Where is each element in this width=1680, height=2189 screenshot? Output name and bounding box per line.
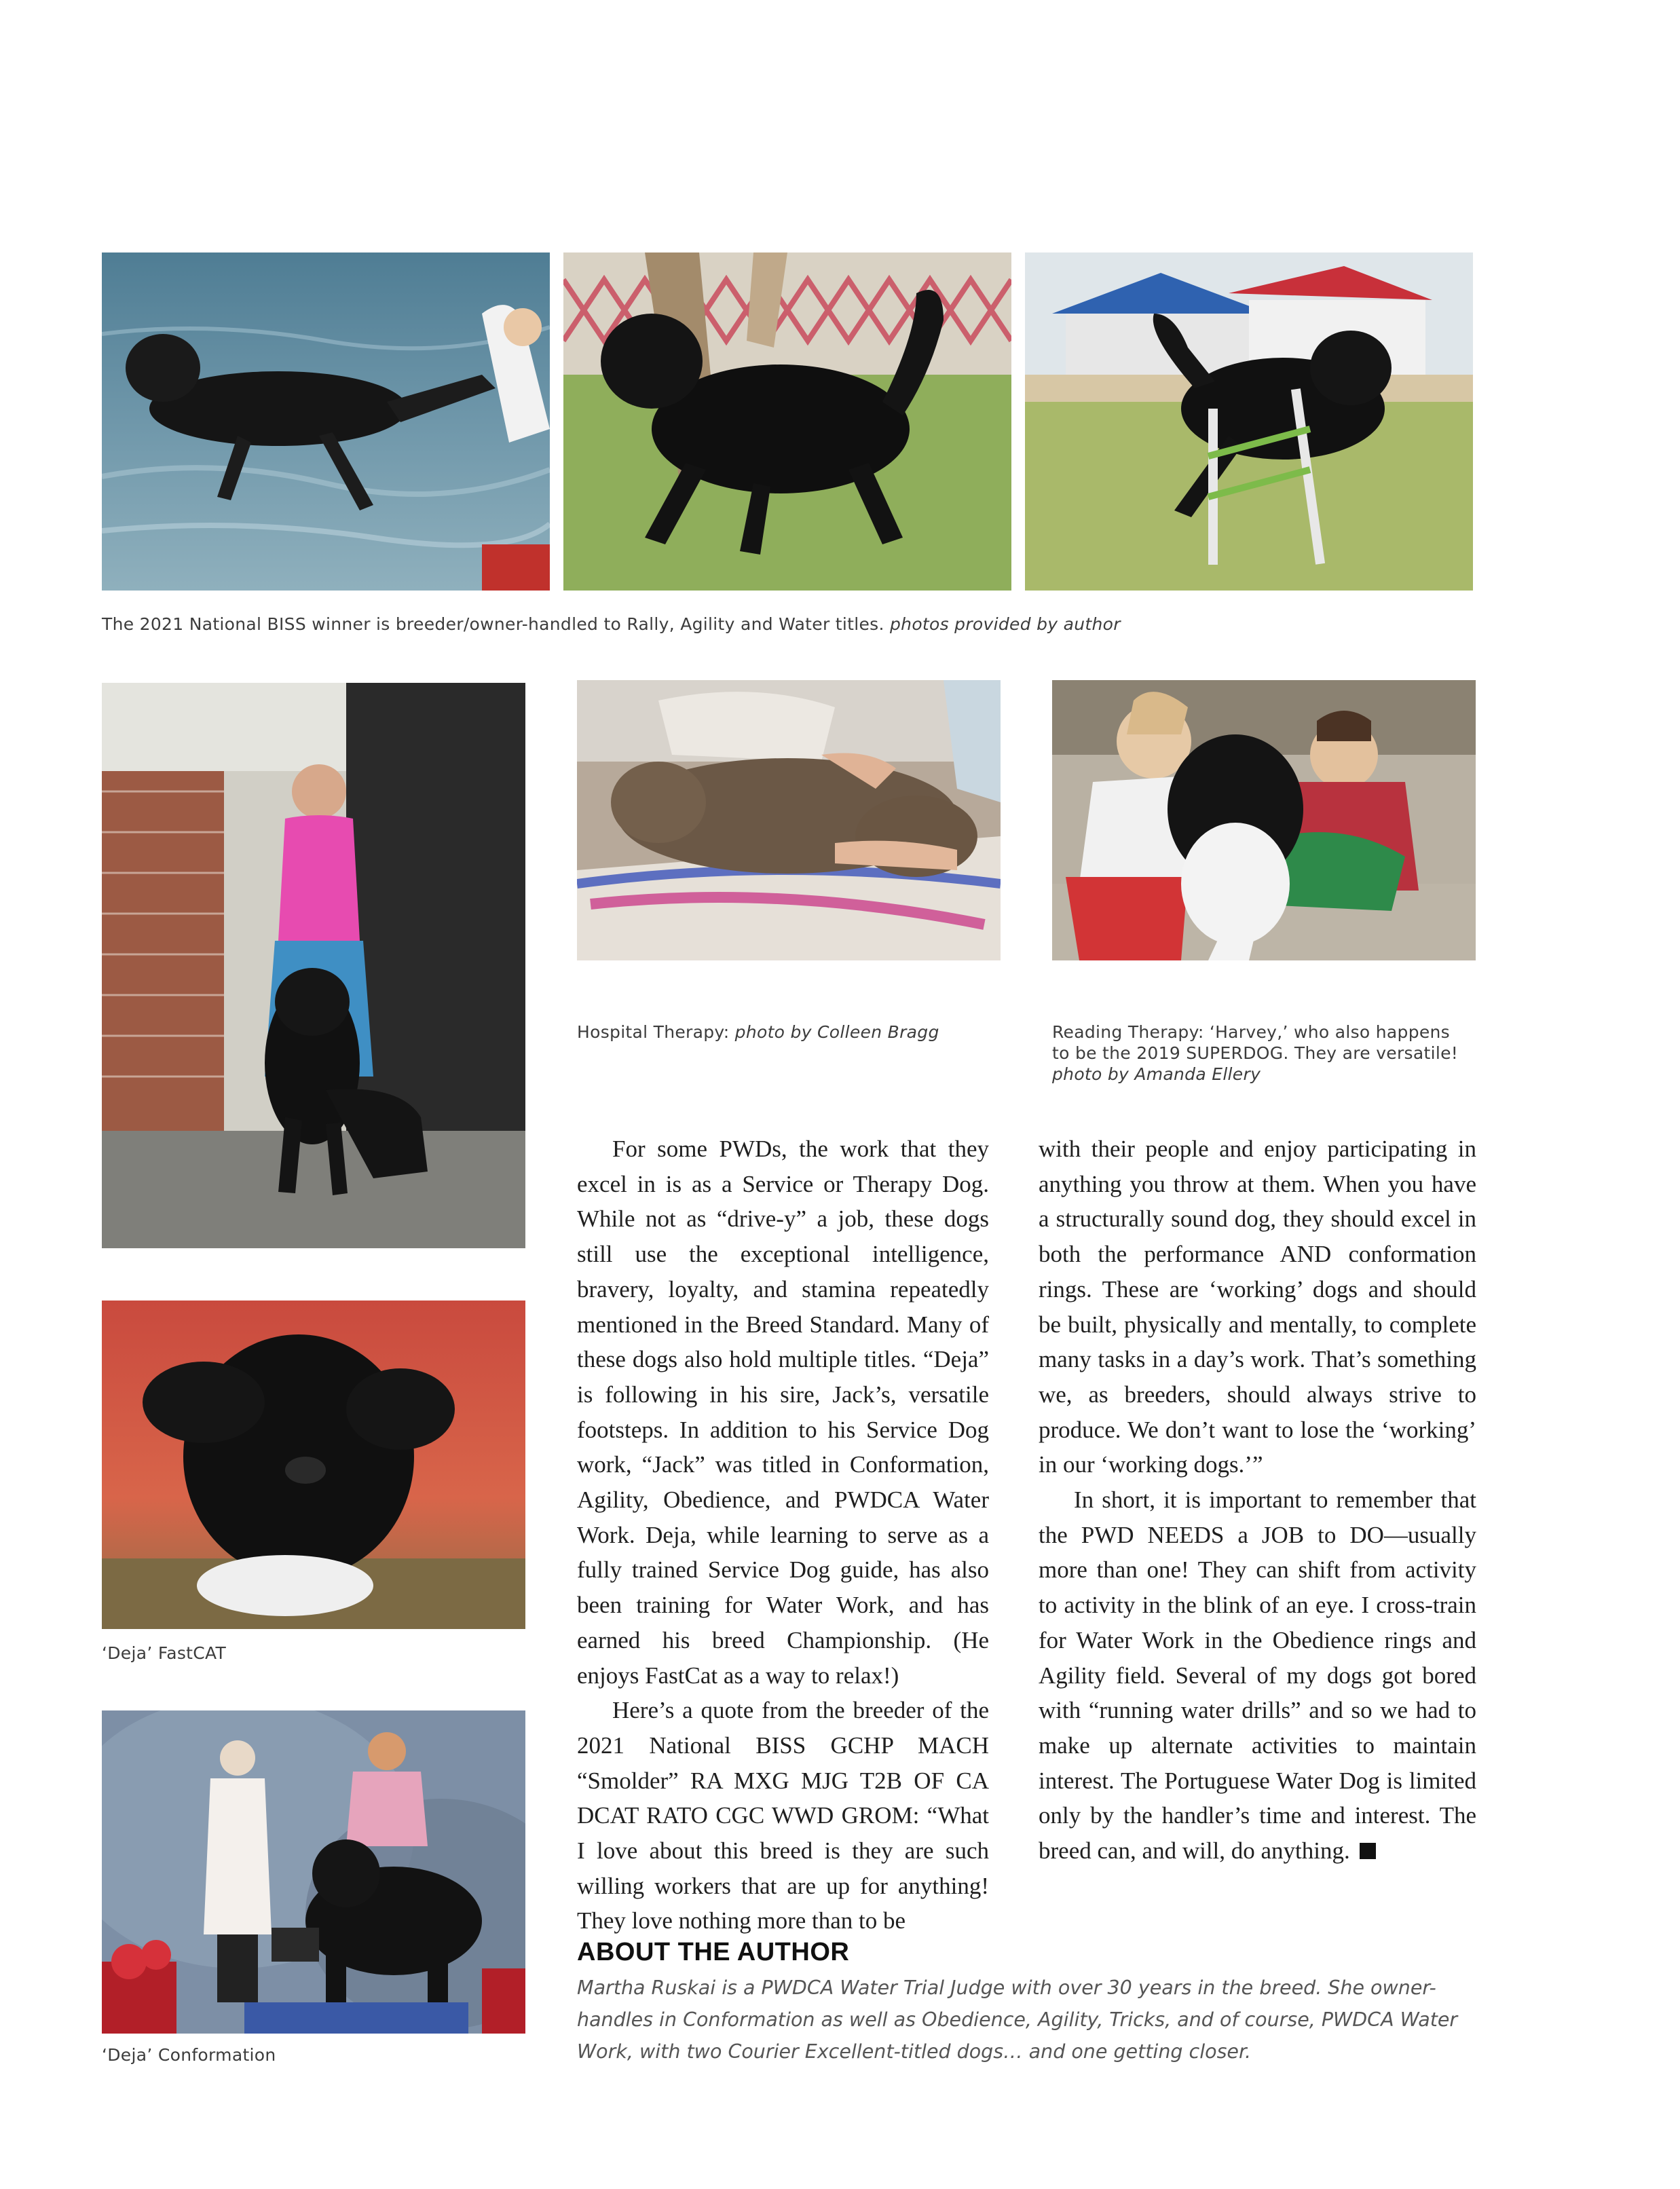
photo-water-jump bbox=[102, 252, 550, 591]
reading-caption bbox=[1052, 1022, 1487, 1085]
reading-caption-credit bbox=[1052, 1064, 1487, 1085]
hospital-caption-label: Hospital Therapy: bbox=[577, 1022, 730, 1042]
reading-caption-credit-text: photo by Amanda Ellery bbox=[1052, 1064, 1261, 1084]
article-paragraph: For some PWDs, the work that they excel in is as a Service or Therapy Dog. While not as “drive-y” a job, these dogs still use the exceptional intelligence, bravery, loyalty, and stamina repeatedly mentioned in the Breed Standard. Many of these dogs also hold multiple titles. “Deja” is following in his sire, Jack’s, versatile footsteps. In addition to his Service Dog work, “Jack” was titled in Conformation, Agility, Obedience, and PWDCA Water Work. Deja, while learning to serve as a fully trained Service Dog guide, has also been training for Water Work, and has earned his breed Championship. (He enjoys FastCat as a way to relax!) bbox=[577, 1136, 989, 1689]
photo-rally-trot bbox=[563, 252, 1011, 591]
end-mark-icon bbox=[1360, 1843, 1376, 1859]
reading-caption-line2: to be the 2019 SUPERDOG. They are versatile! bbox=[1052, 1043, 1459, 1063]
conformation-caption: ‘Deja’ Conformation bbox=[102, 2045, 276, 2065]
about-author-text: Martha Ruskai is a PWDCA Water Trial Judge with over 30 years in the breed. She owner-handles in Conformation as well as Obedience, Agility, Tricks, and of course, PWDCA Water Work, with two Courier Excellent-titled dogs… and one getting closer. bbox=[577, 1977, 1458, 2063]
photo-conformation bbox=[102, 1710, 525, 2034]
top-row-caption-credit: photos provided by author bbox=[890, 614, 1121, 634]
photo-hospital-therapy bbox=[577, 680, 1001, 960]
fastcat-caption: ‘Deja’ FastCAT bbox=[102, 1643, 227, 1663]
photo-reading-therapy bbox=[1052, 680, 1476, 960]
article-paragraph: with their people and enjoy participating in anything you throw at them. When you have a structurally sound dog, they should excel in both the performance AND conformation rings. These are ‘working’ dogs and should be built, physically and mentally, to complete many tasks in a day’s work. That’s something we, as breeders, should always strive to produce. We don’t want to lose the ‘working’ in our ‘working dogs.’” bbox=[1039, 1136, 1476, 1478]
article-column-left bbox=[577, 1131, 989, 1939]
top-row-caption-text: The 2021 National BISS winner is breeder/owner-handled to Rally, Agility and Water titles. bbox=[102, 614, 884, 634]
hospital-caption bbox=[577, 1022, 939, 1043]
photo-fastcat bbox=[102, 1301, 525, 1629]
article-paragraph: Here’s a quote from the breeder of the 2021 National BISS GCHP MACH “Smolder” RA MXG MJG T2B OF CA DCAT RATO CGC WWD GROM: “What I love about this breed is they are such willing workers that are up for anything! They love nothing more than to be bbox=[577, 1697, 989, 1934]
article-paragraph-final bbox=[1039, 1482, 1476, 1869]
photo-owner-with-dog bbox=[102, 683, 525, 1248]
reading-caption-line1: Reading Therapy: ‘Harvey,’ who also happens bbox=[1052, 1022, 1451, 1042]
hospital-caption-credit: photo by Colleen Bragg bbox=[734, 1022, 939, 1042]
top-row-caption bbox=[102, 614, 1392, 635]
photo-agility-jump bbox=[1025, 252, 1473, 591]
article-final-text: In short, it is important to remember that the PWD NEEDS a JOB to DO—usually more than one! They can shift from activity to activity in the blink of an eye. I cross-train for Water Work in the Obedience rings and Agility field. Several of my dogs got bored with “running water drills” and so we had to make up alternate activities to maintain interest. The Portuguese Water Dog is limited only by the handler’s time and interest. The breed can, and will, do anything. bbox=[1039, 1486, 1476, 1865]
article-column-right bbox=[1039, 1131, 1476, 1869]
about-author-heading: ABOUT THE AUTHOR bbox=[577, 1938, 850, 1966]
